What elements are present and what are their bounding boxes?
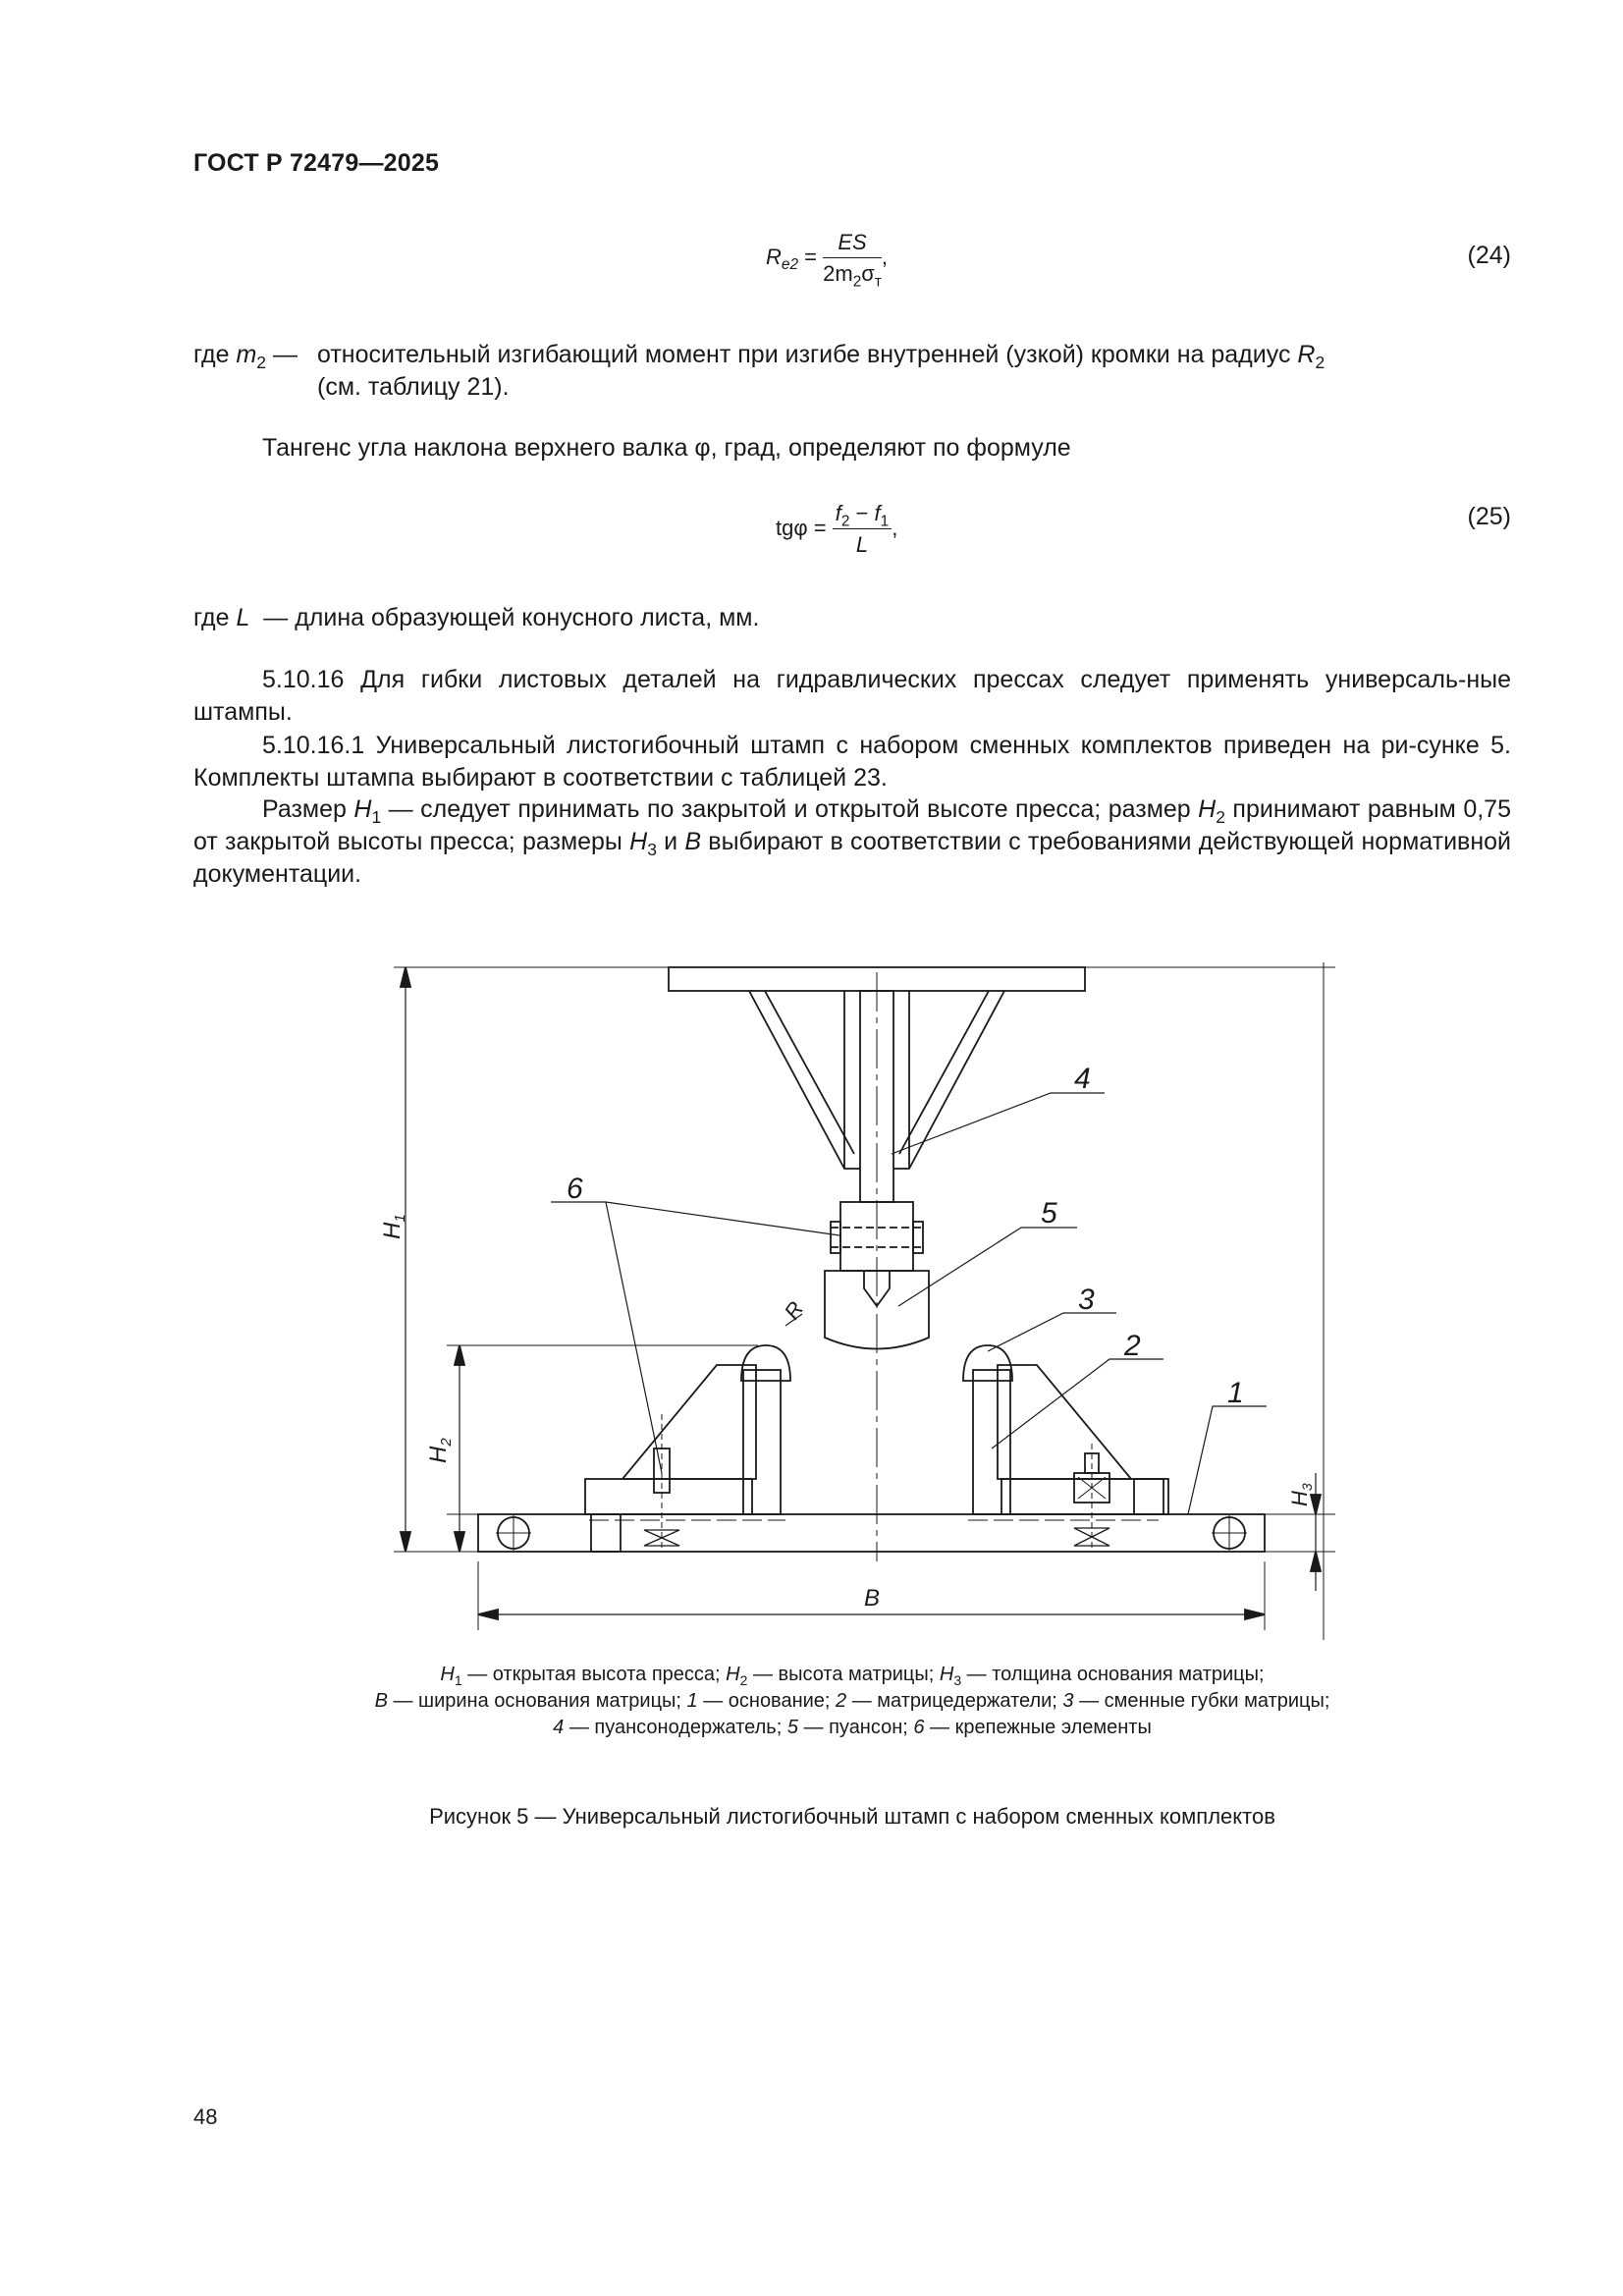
equation-number-24: (24) — [1467, 242, 1511, 269]
figure-caption: Рисунок 5 — Универсальный листогибочный штамп с набором сменных комплектов — [429, 1804, 1275, 1829]
equation-number-25: (25) — [1467, 503, 1511, 530]
paragraph-5-10-16: 5.10.16 Для гибки листовых деталей на гидравлических прессах следует применять универсаль-ные штампы. — [193, 666, 1511, 726]
dim-label-h3 — [1287, 1483, 1315, 1506]
paragraph-dimensions: Размер $H_1$ — следует принимать по закрытой и открытой высоте пресса; размер $H_2$ принимают равным 0,75 от закрытой высоты пресса; размеры $H_3$ и B выбирают в соответствии с требованиями действующей нормативной документации. — [193, 795, 1511, 888]
dim-label-b: B — [864, 1585, 881, 1612]
where-clause-m2: где $m_2$ — относительный изгибающий момент при изгибе внутренней (узкой) кромки на радиус $R_2$ (см. таблицу 21). — [193, 341, 1325, 401]
formula-24: $R_{e2}$ = $\frac{ES}{2m_2\sigma_т}$ , — [766, 230, 889, 291]
formula-25: tgφ = $\frac{f_2 - f_1}{L}$ , — [776, 501, 898, 557]
page-number: 48 — [193, 2105, 218, 2129]
svg-text:H3: $H_3$ — [1287, 1483, 1315, 1506]
label-4: 4 — [1074, 1063, 1091, 1095]
label-6: 6 — [567, 1173, 583, 1205]
figure-legend — [193, 1662, 1511, 1741]
legend-line-2: B — ширина основания матрицы; 1 — основание; 2 — матрицедержатели; 3 — сменные губки матрицы; — [374, 1690, 1330, 1712]
label-1: 1 — [1227, 1377, 1244, 1409]
tangent-intro: Тангенс угла наклона верхнего валка φ, град, определяют по формуле — [262, 434, 1071, 462]
paragraph-5-10-16-1: 5.10.16.1 Универсальный листогибочный штамп с набором сменных комплектов приведен на ри-сунке 5. Комплекты штампа выбирают в соответствии с таблицей 23. — [193, 732, 1511, 792]
dim-label-h2 — [425, 1438, 455, 1463]
label-5: 5 — [1041, 1197, 1057, 1230]
label-2: 2 — [1124, 1330, 1141, 1362]
document-header: ГОСТ Р 72479—2025 — [193, 149, 440, 177]
where-clause-L: где L — длина образующей конусного листа, мм. — [193, 604, 760, 631]
legend-line-1: $H_1$ — открытая высота пресса; $H_2$ — высота матрицы; $H_3$ — толщина основания матрицы; — [440, 1664, 1265, 1688]
svg-text:H2: $H_2$ — [425, 1438, 455, 1463]
legend-line-3: 4 — пуансонодержатель; 5 — пуансон; 6 — крепежные элементы — [553, 1717, 1152, 1738]
dim-label-h1 — [379, 1214, 408, 1239]
label-3: 3 — [1078, 1284, 1095, 1316]
label-r: R — [779, 1296, 809, 1325]
svg-text:H1: $H_1$ — [379, 1214, 408, 1239]
